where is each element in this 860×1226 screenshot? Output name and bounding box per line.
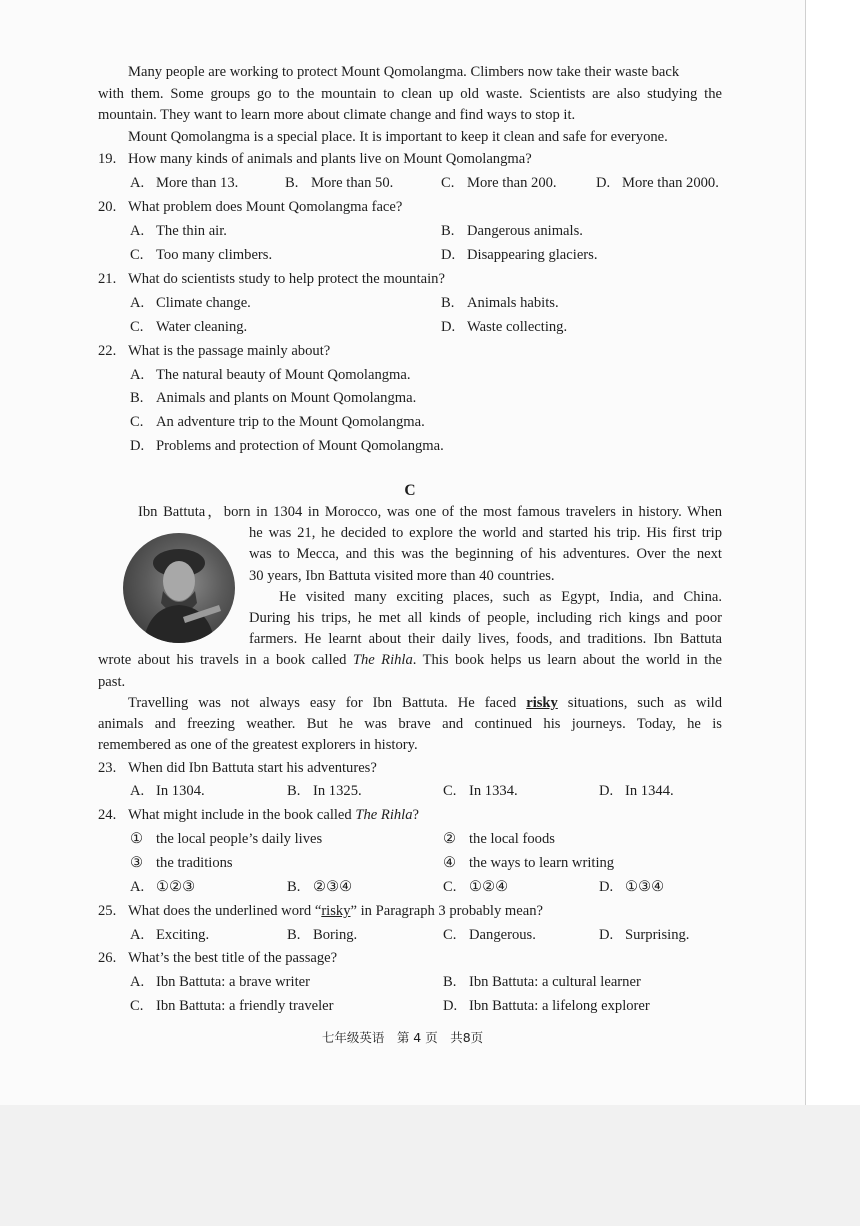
question-stem: What is the passage mainly about?	[128, 343, 331, 359]
option-a[interactable]: A. Ibn Battuta: a brave writer	[130, 974, 310, 990]
option-d[interactable]: D. Waste collecting.	[441, 319, 568, 335]
passage-line: During his trips, he met all kinds of people, including rich kings and poor	[249, 610, 722, 626]
question-number: 21.	[98, 271, 117, 287]
question-19	[98, 149, 532, 169]
question-stem: What does the underlined word “	[128, 903, 322, 919]
option-b[interactable]: B. Dangerous animals.	[441, 223, 583, 239]
option-a[interactable]: A. In 1304.	[130, 783, 205, 799]
passage-line: 30 years, Ibn Battuta visited more than 40 countries.	[249, 568, 555, 584]
book-title: The Rihla	[352, 652, 413, 668]
passage-line: was to Mecca, and this was the beginning of his adventures. Over the next	[249, 546, 722, 562]
passage-line: Travelling was not always easy for Ibn Battuta. He faced risky situations, such as wild	[128, 695, 722, 711]
option-b[interactable]: B. Boring.	[287, 927, 358, 943]
question-number: 26.	[98, 950, 117, 966]
passage-line: he was 21, he decided to explore the world and started his trip. His first trip	[249, 525, 722, 541]
choice-item: ③ the traditions	[130, 855, 233, 871]
underlined-word: risky	[526, 695, 558, 711]
option-c[interactable]: C. Water cleaning.	[130, 319, 248, 335]
question-number: 23.	[98, 760, 117, 776]
page-footer: 七年级英语 第 4 页 共8页	[321, 1030, 484, 1045]
option-a[interactable]: A. The natural beauty of Mount Qomolangma.	[130, 367, 411, 383]
option-c[interactable]: C. Ibn Battuta: a friendly traveler	[130, 998, 334, 1014]
option-a[interactable]: A. Climate change.	[130, 295, 251, 311]
question-22	[98, 341, 330, 361]
book-title: The Rihla	[355, 807, 413, 823]
option-b[interactable]: B. In 1325.	[287, 783, 362, 799]
passage-line: wrote about his travels in a book called The Rihla. This book helps us learn about the world in the	[98, 652, 722, 668]
option-c[interactable]: C. In 1334.	[443, 783, 518, 799]
question-stem: What might include in the book called	[128, 807, 356, 823]
question-number: 20.	[98, 199, 117, 215]
question-stem: What problem does Mount Qomolangma face?	[128, 199, 403, 215]
option-c[interactable]: C. Too many climbers.	[130, 247, 273, 263]
ibn-battuta-portrait	[123, 533, 235, 643]
portrait-illustration	[123, 533, 235, 643]
option-d[interactable]: D. Surprising.	[599, 927, 690, 943]
question-number: 24.	[98, 807, 117, 823]
passage-line: past.	[98, 674, 126, 690]
question-21	[98, 269, 445, 289]
option-d[interactable]: D. Problems and protection of Mount Qomolangma.	[130, 438, 444, 454]
question-stem: What’s the best title of the passage?	[128, 950, 338, 966]
option-d[interactable]: D. Disappearing glaciers.	[441, 247, 598, 263]
question-number: 22.	[98, 343, 117, 359]
option-b[interactable]: B. Ibn Battuta: a cultural learner	[443, 974, 641, 990]
passage-line: mountain. They want to learn more about climate change and find ways to stop it.	[98, 107, 576, 123]
option-a[interactable]: A. More than 13.	[130, 175, 239, 191]
scan-background	[0, 1105, 860, 1226]
question-number: 25.	[98, 903, 117, 919]
passage-line: remembered as one of the greatest explorers in history.	[98, 737, 418, 753]
section-heading: C	[404, 482, 416, 499]
option-c[interactable]: C. More than 200.	[441, 175, 557, 191]
option-a[interactable]: A. The thin air.	[130, 223, 227, 239]
passage-line: Many people are working to protect Mount Qomolangma. Climbers now take their waste back	[128, 64, 680, 80]
option-d[interactable]: D. In 1344.	[599, 783, 674, 799]
question-24: 24. What might include in the book called The Rihla?	[98, 807, 420, 823]
option-d[interactable]: D. Ibn Battuta: a lifelong explorer	[443, 998, 650, 1014]
option-d[interactable]: D. More than 2000.	[596, 175, 719, 191]
question-stem: How many kinds of animals and plants live on Mount Qomolangma?	[128, 151, 532, 167]
underlined-word: risky	[321, 903, 351, 919]
option-a[interactable]: A. Exciting.	[130, 927, 210, 943]
option-b[interactable]: B. Animals habits.	[441, 295, 559, 311]
choice-item: ① the local people’s daily lives	[130, 831, 323, 847]
passage-line: Ibn Battuta，born in 1304 in Morocco, was one of the most famous travelers in history. When	[138, 504, 722, 520]
question-23	[98, 758, 377, 778]
question-stem: When did Ibn Battuta start his adventures?	[128, 760, 377, 776]
option-b[interactable]: B. ②③④	[287, 879, 353, 895]
passage-line: He visited many exciting places, such as Egypt, India, and China.	[279, 589, 722, 605]
choice-item: ④ the ways to learn writing	[443, 855, 615, 871]
question-25: 25. What does the underlined word “risky” in Paragraph 3 probably mean?	[98, 903, 543, 919]
question-number: 19.	[98, 151, 117, 167]
passage-line: with them. Some groups go to the mountain to clean up old waste. Scientists are also studying the	[98, 86, 722, 102]
passage-line: Mount Qomolangma is a special place. It is important to keep it clean and safe for everyone.	[128, 129, 668, 145]
passage-line: farmers. He learnt about their daily lives, foods, and traditions. Ibn Battuta	[249, 631, 722, 647]
choice-item: ② the local foods	[443, 831, 555, 847]
passage-line: animals and freezing weather. But he was brave and continued his journeys. Today, he is	[98, 716, 722, 732]
question-stem: What do scientists study to help protect the mountain?	[128, 271, 445, 287]
option-b[interactable]: B. More than 50.	[285, 175, 394, 191]
option-b[interactable]: B. Animals and plants on Mount Qomolangma.	[130, 390, 417, 406]
option-c[interactable]: C. An adventure trip to the Mount Qomolangma.	[130, 414, 425, 430]
option-c[interactable]: C. Dangerous.	[443, 927, 536, 943]
option-d[interactable]: D. ①③④	[599, 879, 665, 895]
question-26	[98, 948, 337, 968]
question-20	[98, 197, 402, 217]
option-c[interactable]: C. ①②④	[443, 879, 509, 895]
option-a[interactable]: A. ①②③	[130, 879, 196, 895]
